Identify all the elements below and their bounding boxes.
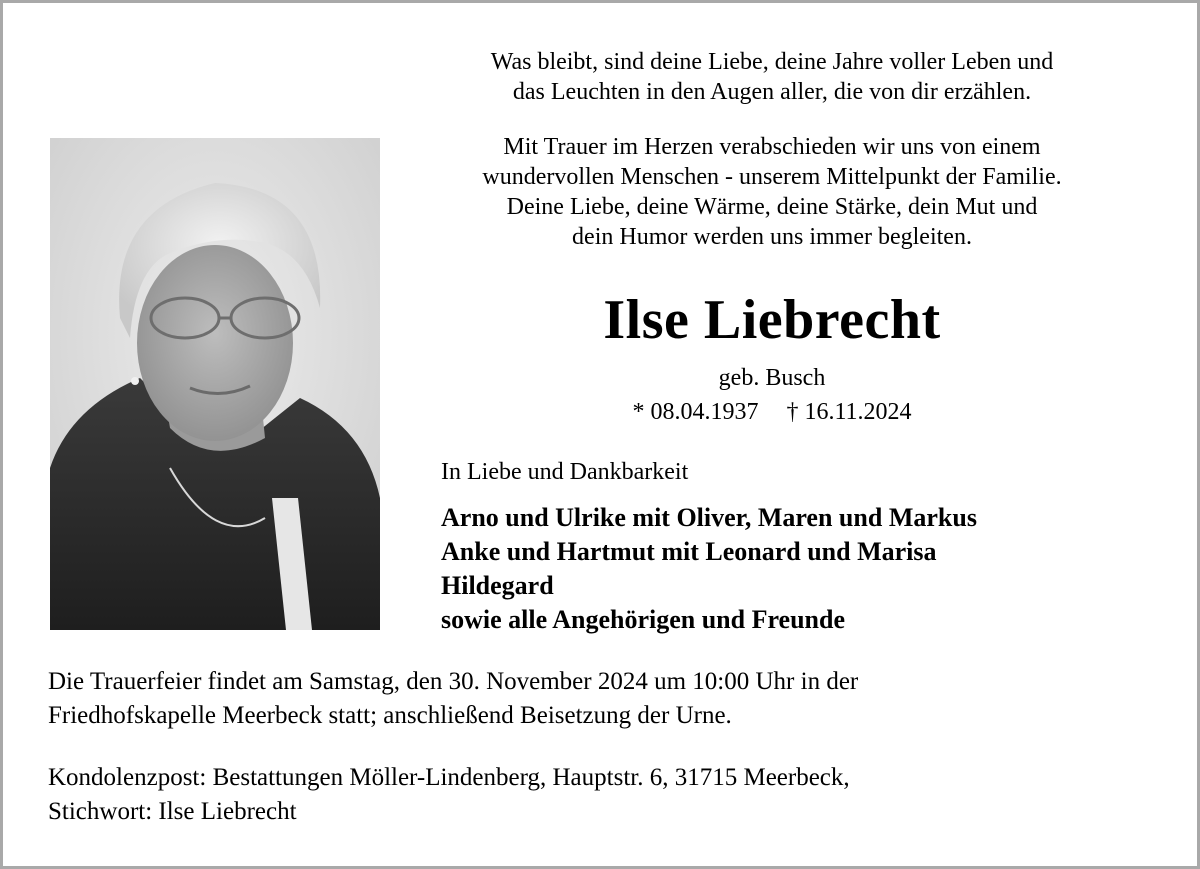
service-line: Friedhofskapelle Meerbeck statt; anschließend Beisetzung der Urne. — [48, 702, 732, 729]
deceased-name: Ilse Liebrecht — [603, 289, 941, 351]
condolence-address — [48, 761, 1158, 829]
mourner-line: Arno und Ulrike mit Oliver, Maren und Markus — [441, 503, 977, 532]
message-line: Mit Trauer im Herzen verabschieden wir uns von einem — [503, 134, 1041, 160]
verse-line: Was bleibt, sind deine Liebe, deine Jahre voller Leben und — [490, 49, 1054, 75]
farewell-message — [393, 132, 1151, 252]
death-date: † 16.11.2024 — [786, 399, 912, 425]
mourners-intro: In Liebe und Dankbarkeit — [441, 459, 689, 485]
message-line: dein Humor werden uns immer begleiten. — [572, 224, 972, 250]
mourner-line: Hildegard — [441, 571, 554, 600]
condolence-line: Kondolenzpost: Bestattungen Möller-Lindenberg, Hauptstr. 6, 31715 Meerbeck, — [48, 764, 850, 791]
verse — [393, 47, 1151, 107]
verse-line: das Leuchten in den Augen aller, die von dir erzählen. — [512, 79, 1032, 105]
portrait-photo — [50, 138, 380, 630]
mourners-list — [441, 501, 977, 637]
condolence-line: Stichwort: Ilse Liebrecht — [48, 798, 297, 825]
message-line: Deine Liebe, deine Wärme, deine Stärke, dein Mut und — [506, 194, 1038, 220]
mourner-line: sowie alle Angehörigen und Freunde — [441, 605, 846, 634]
portrait-illustration — [50, 138, 380, 630]
life-dates — [393, 396, 1151, 428]
birth-date: * 08.04.1937 — [632, 399, 759, 425]
message-line: wundervollen Menschen - unserem Mittelpunkt der Familie. — [482, 164, 1062, 190]
service-line: Die Trauerfeier findet am Samstag, den 30. November 2024 um 10:00 Uhr in der — [48, 668, 859, 695]
funeral-service-info — [48, 665, 1158, 733]
maiden-name: geb. Busch — [718, 365, 826, 391]
mourner-line: Anke und Hartmut mit Leonard und Marisa — [441, 537, 937, 566]
